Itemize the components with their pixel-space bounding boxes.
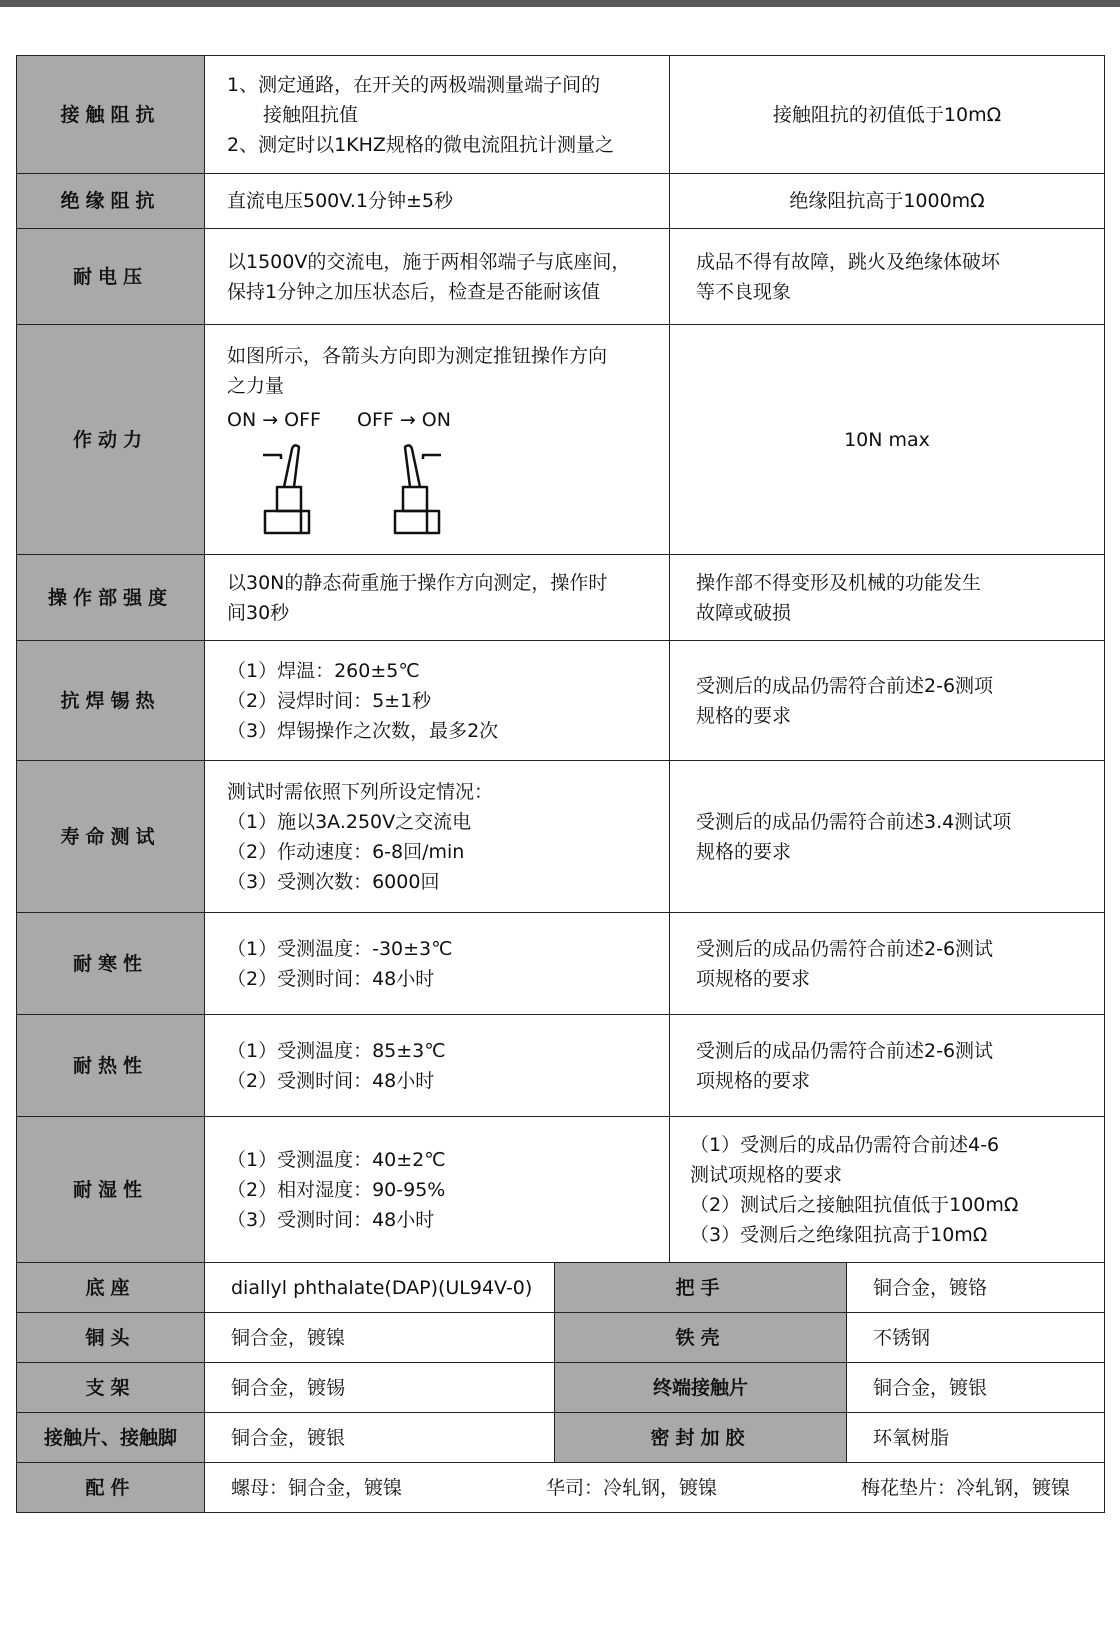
spec-row-cold-resistance xyxy=(17,913,1105,1015)
spec-row-insulation-resistance xyxy=(17,174,1105,229)
test-method xyxy=(205,913,670,1015)
result-line: 规格的要求 xyxy=(696,704,792,727)
material-row xyxy=(17,1313,1105,1363)
material-value: 环氧树脂 xyxy=(847,1413,1105,1463)
test-result xyxy=(670,56,1105,174)
method-line: 保持1分钟之加压状态后，检查是否能耐该值 xyxy=(227,280,601,303)
test-method xyxy=(205,1015,670,1117)
result-line: （2）测试后之接触阻抗值低于100mΩ xyxy=(690,1193,1019,1216)
method-line: （1）受测温度：40±2℃ xyxy=(227,1148,446,1171)
result-line: 受测后的成品仍需符合前述2-6测试 xyxy=(696,1039,994,1062)
row-label: 寿命测试 xyxy=(17,761,205,913)
method-line: 测试时需依照下列所设定情况： xyxy=(227,780,494,803)
result-line: 等不良现象 xyxy=(696,280,792,303)
method-line: （3）受测时间：48小时 xyxy=(227,1208,435,1231)
material-value: 铜合金，镀锡 xyxy=(205,1363,555,1413)
material-label: 铁壳 xyxy=(555,1313,847,1363)
result-line: 受测后的成品仍需符合前述2-6测试 xyxy=(696,937,994,960)
result-line: 接触阻抗的初值低于10mΩ xyxy=(772,103,1002,126)
test-result xyxy=(670,1117,1105,1263)
spec-row-operating-strength xyxy=(17,555,1105,641)
method-line: （3）受测次数：6000回 xyxy=(227,870,440,893)
method-line: 以30N的静态荷重施于操作方向测定，操作时 xyxy=(227,571,608,594)
material-label: 底座 xyxy=(17,1263,205,1313)
method-line: 接触阻抗值 xyxy=(263,103,359,126)
spec-row-life-test xyxy=(17,761,1105,913)
spec-row-heat-resistance xyxy=(17,1015,1105,1117)
row-label: 耐湿性 xyxy=(17,1117,205,1263)
method-line: （2）受测时间：48小时 xyxy=(227,1069,435,1092)
direction-labels xyxy=(227,405,655,435)
accessories-row xyxy=(17,1463,1105,1513)
test-method xyxy=(205,56,670,174)
test-result xyxy=(670,174,1105,229)
material-value: 不锈钢 xyxy=(847,1313,1105,1363)
test-result xyxy=(670,913,1105,1015)
test-result xyxy=(670,761,1105,913)
material-value: 铜合金，镀银 xyxy=(205,1413,555,1463)
spec-row-humidity-resistance xyxy=(17,1117,1105,1263)
method-line: （3）焊锡操作之次数，最多2次 xyxy=(227,719,499,742)
material-value: 铜合金，镀铬 xyxy=(847,1263,1105,1313)
row-label: 耐热性 xyxy=(17,1015,205,1117)
test-result xyxy=(670,229,1105,325)
row-label: 抗焊锡热 xyxy=(17,641,205,761)
result-line: 10N max xyxy=(844,428,930,451)
spec-row-operating-force xyxy=(17,325,1105,555)
spec-row-contact-resistance xyxy=(17,56,1105,174)
test-method xyxy=(205,229,670,325)
toggle-switch-off-icon xyxy=(387,441,447,541)
material-label: 铜头 xyxy=(17,1313,205,1363)
off-on-label: OFF → ON xyxy=(356,409,451,431)
row-label: 作动力 xyxy=(17,325,205,555)
result-line: （1）受测后的成品仍需符合前述4-6 xyxy=(690,1133,1000,1156)
material-label: 终端接触片 xyxy=(555,1363,847,1413)
material-value: 铜合金，镀镍 xyxy=(205,1313,555,1363)
method-line: （2）受测时间：48小时 xyxy=(227,967,435,990)
accessories-value xyxy=(205,1463,1105,1513)
method-line: （1）焊温：260±5℃ xyxy=(227,659,420,682)
result-line: 测试项规格的要求 xyxy=(690,1163,843,1186)
material-label: 支架 xyxy=(17,1363,205,1413)
material-value: diallyl phthalate(DAP)(UL94V-0) xyxy=(205,1263,555,1313)
method-line: （1）受测温度：-30±3℃ xyxy=(227,937,453,960)
test-method xyxy=(205,641,670,761)
test-result xyxy=(670,555,1105,641)
test-result xyxy=(670,641,1105,761)
result-line: 受测后的成品仍需符合前述2-6测项 xyxy=(696,674,994,697)
test-method xyxy=(205,1117,670,1263)
spec-table xyxy=(16,55,1105,1513)
method-line: （2）相对湿度：90-95% xyxy=(227,1178,446,1201)
row-label: 绝缘阻抗 xyxy=(17,174,205,229)
method-line: （2）作动速度：6-8回/min xyxy=(227,840,465,863)
result-line: （3）受测后之绝缘阻抗高于10mΩ xyxy=(690,1223,988,1246)
material-value: 铜合金，镀银 xyxy=(847,1363,1105,1413)
material-label: 密封加胶 xyxy=(555,1413,847,1463)
switch-diagrams xyxy=(227,441,655,541)
row-label: 耐电压 xyxy=(17,229,205,325)
material-row xyxy=(17,1413,1105,1463)
method-line: （2）浸焊时间：5±1秒 xyxy=(227,689,432,712)
accessory-item: 华司：冷轧钢，镀镍 xyxy=(546,1476,718,1499)
spec-row-withstand-voltage xyxy=(17,229,1105,325)
method-line: 如图所示，各箭头方向即为测定推钮操作方向 xyxy=(227,345,608,367)
result-line: 规格的要求 xyxy=(696,840,792,863)
material-label: 把手 xyxy=(555,1263,847,1313)
row-label: 操作部强度 xyxy=(17,555,205,641)
result-line: 项规格的要求 xyxy=(696,1069,811,1092)
test-result xyxy=(670,325,1105,555)
method-line: 直流电压500V.1分钟±5秒 xyxy=(227,190,453,212)
method-line: （1）受测温度：85±3℃ xyxy=(227,1039,446,1062)
material-row xyxy=(17,1363,1105,1413)
method-line: 2、测定时以1KHZ规格的微电流阻抗计测量之 xyxy=(227,133,614,156)
accessories-label: 配件 xyxy=(17,1463,205,1513)
top-bar xyxy=(0,0,1120,7)
method-line: 以1500V的交流电，施于两相邻端子与底座间， xyxy=(227,250,631,273)
accessory-item: 梅花垫片：冷轧钢，镀镍 xyxy=(861,1476,1071,1499)
method-line: 1、测定通路，在开关的两极端测量端子间的 xyxy=(227,73,601,96)
test-method xyxy=(205,761,670,913)
result-line: 操作部不得变形及机械的功能发生 xyxy=(696,571,982,594)
spec-row-solder-heat xyxy=(17,641,1105,761)
result-line: 受测后的成品仍需符合前述3.4测试项 xyxy=(696,810,1012,833)
material-label: 接触片、接触脚 xyxy=(17,1413,205,1463)
result-line: 项规格的要求 xyxy=(696,967,811,990)
test-method xyxy=(205,325,670,555)
on-off-label: ON → OFF xyxy=(227,409,321,431)
row-label: 耐寒性 xyxy=(17,913,205,1015)
row-label: 接触阻抗 xyxy=(17,56,205,174)
material-row xyxy=(17,1263,1105,1313)
test-method xyxy=(205,555,670,641)
result-line: 绝缘阻抗高于1000mΩ xyxy=(789,190,985,212)
test-result xyxy=(670,1015,1105,1117)
result-line: 成品不得有故障，跳火及绝缘体破坏 xyxy=(696,250,1001,273)
accessory-item: 螺母：铜合金，镀镍 xyxy=(231,1476,403,1499)
method-line: 间30秒 xyxy=(227,601,290,624)
method-line: （1）施以3A.250V之交流电 xyxy=(227,810,472,833)
result-line: 故障或破损 xyxy=(696,601,792,624)
test-method xyxy=(205,174,670,229)
method-line: 之力量 xyxy=(227,375,285,397)
toggle-switch-on-icon xyxy=(257,441,317,541)
